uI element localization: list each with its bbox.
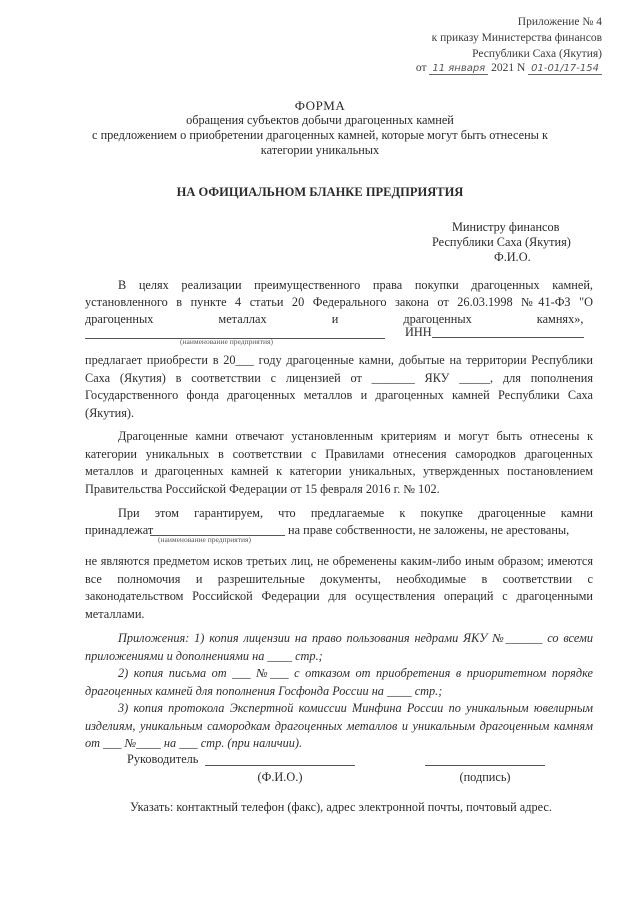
guarantee-company-caption: (наименование предприятия): [158, 535, 251, 544]
signature-fio-field: [205, 765, 355, 766]
p1-line1: В целях реализации преимущественного права покупки драгоценных камней,: [118, 278, 593, 292]
company-name-caption: (наименование предприятия): [180, 337, 273, 346]
p1-line2: установленного в пункте 4 статьи 20 Федерального закона от 26.03.1998 №41-ФЗ "О: [85, 295, 593, 309]
order-date-prefix: от: [415, 62, 427, 74]
order-number-handwritten: 01-01/17-154: [528, 63, 602, 75]
attachment-license: Приложения: 1) копия лицензии на право пользования недрами ЯКУ №______ со всеми приложениями и дополнениями на ____ стр.;: [85, 631, 593, 663]
addressee-fio: Ф.И.О.: [494, 250, 531, 264]
paragraph-purchase-offer: предлагает приобрести в 20___ году драгоценные камни, добытые на территории Республики Саха (Якутия) в соответствии с лицензией от _______ ЯКУ _____, для пополнения Государственного фонда драгоценных металлов и драгоценных камней Республики Саха (Якутия).: [85, 353, 593, 420]
addressee-line2: Республики Саха (Якутия): [432, 235, 571, 249]
paragraph-criteria: Драгоценные камни отвечают установленным критериям и могут быть отнесены к категории уникальных в соответствии с Правилами отнесения самородков драгоценных металлов и драгоценных камней к категории уникальных, утвержденных постановлением Правительства Российской Федерации от 15 февраля 2016 г. № 102.: [85, 429, 593, 496]
signature-sign-caption: (подпись): [459, 770, 511, 784]
attachment-refusal-letter: 2) копия письма от ___ №___ с отказом от приобретения в приоритетном порядке драгоценных камней для пополнения Госфонда России на ____ стр.;: [85, 666, 593, 698]
form-subtitle-line1: обращения субъектов добычи драгоценных камней: [186, 113, 454, 127]
inn-field: [432, 337, 584, 338]
order-date-handwritten: 11 января: [429, 63, 488, 75]
p1-line3: драгоценных металлах и драгоценных камнях»,: [85, 312, 584, 326]
guarantee-owner-label: принадлежат: [85, 523, 154, 537]
signature-fio-caption: (Ф.И.О.): [257, 770, 303, 784]
order-year: 2021 N: [491, 62, 526, 74]
paragraph-no-encumbrance: не являются предметом исков третьих лиц, не обременены каким-либо иным образом; имеются все полномочия и разрешительные документы, необходимые в соответствии с законодательством Российской Федерации для осуществления операций с драгоценными металлами.: [85, 554, 593, 621]
form-subtitle-line3: категории уникальных: [260, 143, 380, 157]
guarantee-line1: При этом гарантируем, что предлагаемые к покупке драгоценные камни: [118, 506, 593, 520]
addressee-line1: Министру финансов: [452, 220, 560, 234]
appendix-number: Приложение № 4: [517, 16, 602, 28]
guarantee-line2-rest: на праве собственности, не заложены, не арестованы,: [288, 523, 570, 537]
signature-sign-field: [425, 765, 545, 766]
form-subtitle-line2: с предложением о приобретении драгоценных камней, которые могут быть отнесены к: [92, 128, 548, 142]
signature-head-label: Руководитель: [127, 752, 199, 766]
attachment-commission-protocol: 3) копия протокола Экспертной комиссии Минфина России по уникальным ювелирным изделиям, уникальным самородкам драгоценных металлов и уникальным драгоценным камням от ___ №____ на ___ стр. (при наличии).: [85, 701, 593, 750]
order-reference: к приказу Министерства финансов: [431, 32, 602, 44]
official-blank-heading: НА ОФИЦИАЛЬНОМ БЛАНКЕ ПРЕДПРИЯТИЯ: [176, 185, 464, 199]
republic-name: Республики Саха (Якутия): [472, 48, 602, 60]
contact-info-note: Указать: контактный телефон (факс), адрес электронной почты, почтовый адрес.: [130, 800, 552, 814]
form-title: ФОРМА: [294, 98, 346, 113]
order-date-line: [416, 60, 602, 77]
inn-label: ИНН: [405, 325, 432, 339]
